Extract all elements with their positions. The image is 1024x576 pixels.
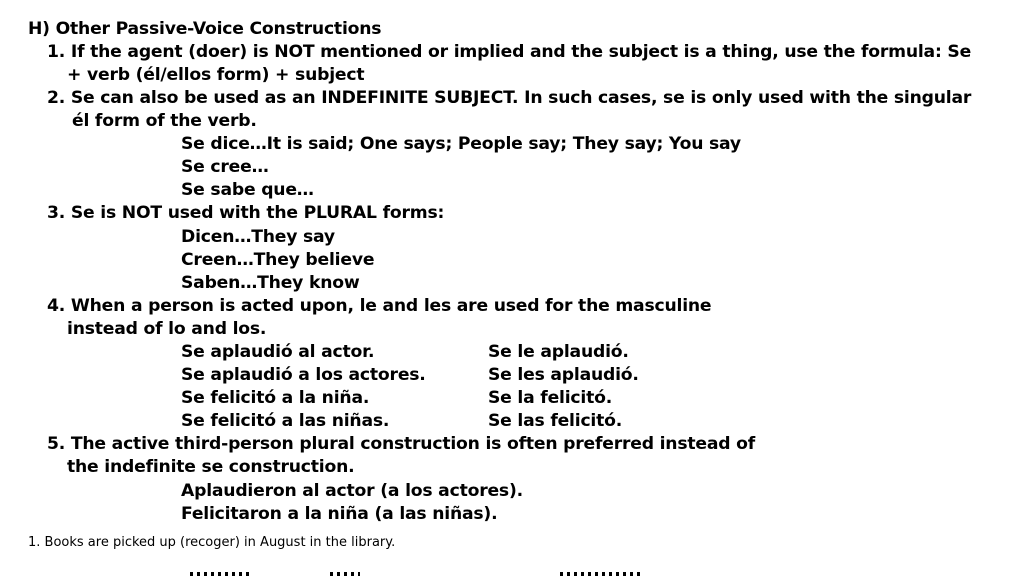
cropped-text-fragment bbox=[190, 572, 250, 576]
item-5-example: Felicitaron a la niña (a las niñas). bbox=[181, 504, 498, 524]
item-4-line-1: 4. When a person is acted upon, le and les are used for the masculine bbox=[47, 296, 712, 316]
item-4-example-right: Se le aplaudió. bbox=[488, 342, 629, 362]
footnote: 1. Books are picked up (recoger) in August in the library. bbox=[28, 535, 396, 550]
item-4-example-right: Se las felicitó. bbox=[488, 411, 623, 431]
section-title: H) Other Passive-Voice Constructions bbox=[28, 19, 382, 39]
item-4-example-right: Se la felicitó. bbox=[488, 388, 613, 408]
item-3-example: Creen…They believe bbox=[181, 250, 375, 270]
item-1-line-1: 1. If the agent (doer) is NOT mentioned or implied and the subject is a thing, use the formula: Se bbox=[47, 42, 972, 62]
item-5-line-1: 5. The active third-person plural construction is often preferred instead of bbox=[47, 434, 756, 454]
cropped-text-fragment bbox=[560, 572, 640, 576]
item-2-line-1: 2. Se can also be used as an INDEFINITE SUBJECT. In such cases, se is only used with the singular bbox=[47, 88, 972, 108]
item-4-example-right: Se les aplaudió. bbox=[488, 365, 639, 385]
item-4-example-left: Se felicitó a la niña. bbox=[181, 388, 370, 408]
item-2-line-2: él form of the verb. bbox=[72, 111, 257, 131]
item-4-example-left: Se felicitó a las niñas. bbox=[181, 411, 390, 431]
item-2-example: Se sabe que… bbox=[181, 180, 314, 200]
item-4-line-2: instead of lo and los. bbox=[67, 319, 267, 339]
item-4-example-left: Se aplaudió a los actores. bbox=[181, 365, 426, 385]
item-4-example-left: Se aplaudió al actor. bbox=[181, 342, 375, 362]
item-2-example: Se dice…It is said; One says; People say; They say; You say bbox=[181, 134, 741, 154]
item-3-example: Dicen…They say bbox=[181, 227, 335, 247]
item-3-line-1: 3. Se is NOT used with the PLURAL forms: bbox=[47, 203, 445, 223]
item-5-example: Aplaudieron al actor (a los actores). bbox=[181, 481, 523, 501]
item-5-line-2: the indefinite se construction. bbox=[67, 457, 355, 477]
cropped-text-fragment bbox=[330, 572, 360, 576]
item-1-line-2: + verb (él/ellos form) + subject bbox=[67, 65, 365, 85]
item-2-example: Se cree… bbox=[181, 157, 269, 177]
item-3-example: Saben…They know bbox=[181, 273, 360, 293]
